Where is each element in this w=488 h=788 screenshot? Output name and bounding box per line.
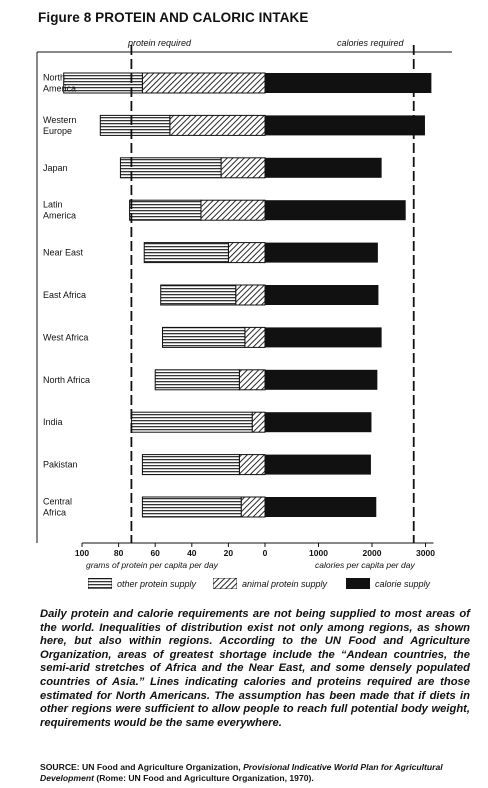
bar-other-protein-west-africa (163, 327, 245, 347)
calorie-tick-label-3000: 3000 (416, 548, 435, 558)
legend-swatch-horizontal-lines (88, 578, 112, 589)
category-label-east-africa: East Africa (43, 290, 87, 300)
bar-calorie-western-europe (265, 115, 425, 135)
legend-label-animal-protein: animal protein supply (242, 578, 328, 589)
protein-tick-label-60: 60 (150, 548, 160, 558)
figure-caption: Daily protein and calorie requirements are not being supplied to most areas of the world. Inequalities of distribution exist not only among regions, as shown here, but also within regions. According to the UN Food and Agriculture Organization, areas of greatest shortage include the “Andean countries, the semi-arid stretches of Africa and the Near East, and some densely populated countries of Asia.” Lines indicating calories and proteins required are those estimated for North Americans. The assumption has been made that if diets in other regions were sufficient to allow people to reach full potential body weight, requirements would be the same everywhere. (40, 608, 470, 729)
bar-calorie-west-africa (265, 327, 382, 347)
source-title: Provisional Indicative World Plan for Agricultural Development (40, 762, 443, 783)
bar-animal-protein-north-america (142, 73, 265, 93)
bar-animal-protein-japan (221, 158, 265, 178)
category-label-japan: Japan (43, 162, 68, 173)
bar-other-protein-near-east (144, 243, 228, 263)
bar-animal-protein-western-europe (170, 115, 265, 135)
protein-tick-label-40: 40 (187, 548, 197, 558)
category-label-western-europe: Western Europe (43, 114, 77, 136)
source-prefix: SOURCE: UN Food and Agriculture Organization, (40, 762, 244, 772)
bar-other-protein-western-europe (100, 115, 170, 135)
protein-tick-label-0: 0 (262, 548, 268, 558)
bar-other-protein-central-africa (142, 497, 241, 517)
bar-animal-protein-north-africa (239, 370, 265, 390)
bar-other-protein-pakistan (142, 455, 239, 475)
bar-animal-protein-near-east (228, 243, 265, 263)
figure-source (40, 762, 470, 784)
bar-calorie-japan (265, 158, 382, 178)
figure-title: Figure 8 PROTEIN AND CALORIC INTAKE (38, 10, 309, 25)
legend-swatch-diagonal-hatch (213, 578, 237, 589)
legend-swatch-solid (346, 578, 370, 589)
bar-calorie-north-america (265, 73, 431, 93)
bar-other-protein-east-africa (161, 285, 236, 305)
bar-calorie-latin-america (265, 200, 406, 220)
bar-calorie-near-east (265, 243, 378, 263)
legend-item-animal-protein (213, 578, 327, 589)
chart-legend (88, 578, 458, 594)
bar-animal-protein-latin-america (201, 200, 265, 220)
category-label-north-africa: North Africa (43, 374, 91, 385)
legend-item-other-protein (88, 578, 196, 589)
protein-tick-label-80: 80 (113, 548, 124, 558)
category-label-central-africa: Central Africa (43, 496, 73, 518)
category-label-india: India (43, 417, 63, 428)
bar-other-protein-india (131, 412, 252, 432)
bar-other-protein-japan (120, 158, 221, 178)
legend-label-calorie: calorie supply (375, 578, 431, 589)
protein-required-label: protein required (128, 38, 192, 48)
category-label-pakistan: Pakistan (43, 459, 78, 470)
calorie-axis-label: calories per capita per day (315, 560, 415, 570)
category-label-north-america: North America (43, 72, 77, 94)
protein-tick-label-20: 20 (223, 548, 234, 558)
bar-animal-protein-west-africa (245, 327, 265, 347)
bar-animal-protein-central-africa (241, 497, 265, 517)
protein-axis-label: grams of protein per capita per day (86, 560, 218, 570)
bar-calorie-east-africa (265, 285, 378, 305)
calorie-tick-label-1000: 1000 (309, 548, 328, 558)
bar-calorie-pakistan (265, 455, 371, 475)
category-label-west-africa: West Africa (43, 332, 89, 343)
calories-required-label: calories required (337, 38, 404, 48)
bar-animal-protein-pakistan (239, 455, 265, 475)
protein-tick-label-100: 100 (74, 548, 90, 558)
bar-calorie-north-africa (265, 370, 377, 390)
category-label-latin-america: Latin America (43, 199, 77, 221)
calorie-tick-label-2000: 2000 (362, 548, 382, 558)
source-suffix: (Rome: UN Food and Agriculture Organization, 1970). (93, 773, 314, 783)
legend-item-calorie (346, 578, 430, 589)
category-label-near-east: Near East (43, 247, 84, 258)
bar-calorie-central-africa (265, 497, 376, 517)
bar-other-protein-latin-america (130, 200, 201, 220)
bar-animal-protein-india (252, 412, 265, 432)
bar-other-protein-north-africa (155, 370, 239, 390)
bar-calorie-india (265, 412, 371, 432)
legend-label-other-protein: other protein supply (117, 578, 197, 589)
bar-animal-protein-east-africa (236, 285, 265, 305)
